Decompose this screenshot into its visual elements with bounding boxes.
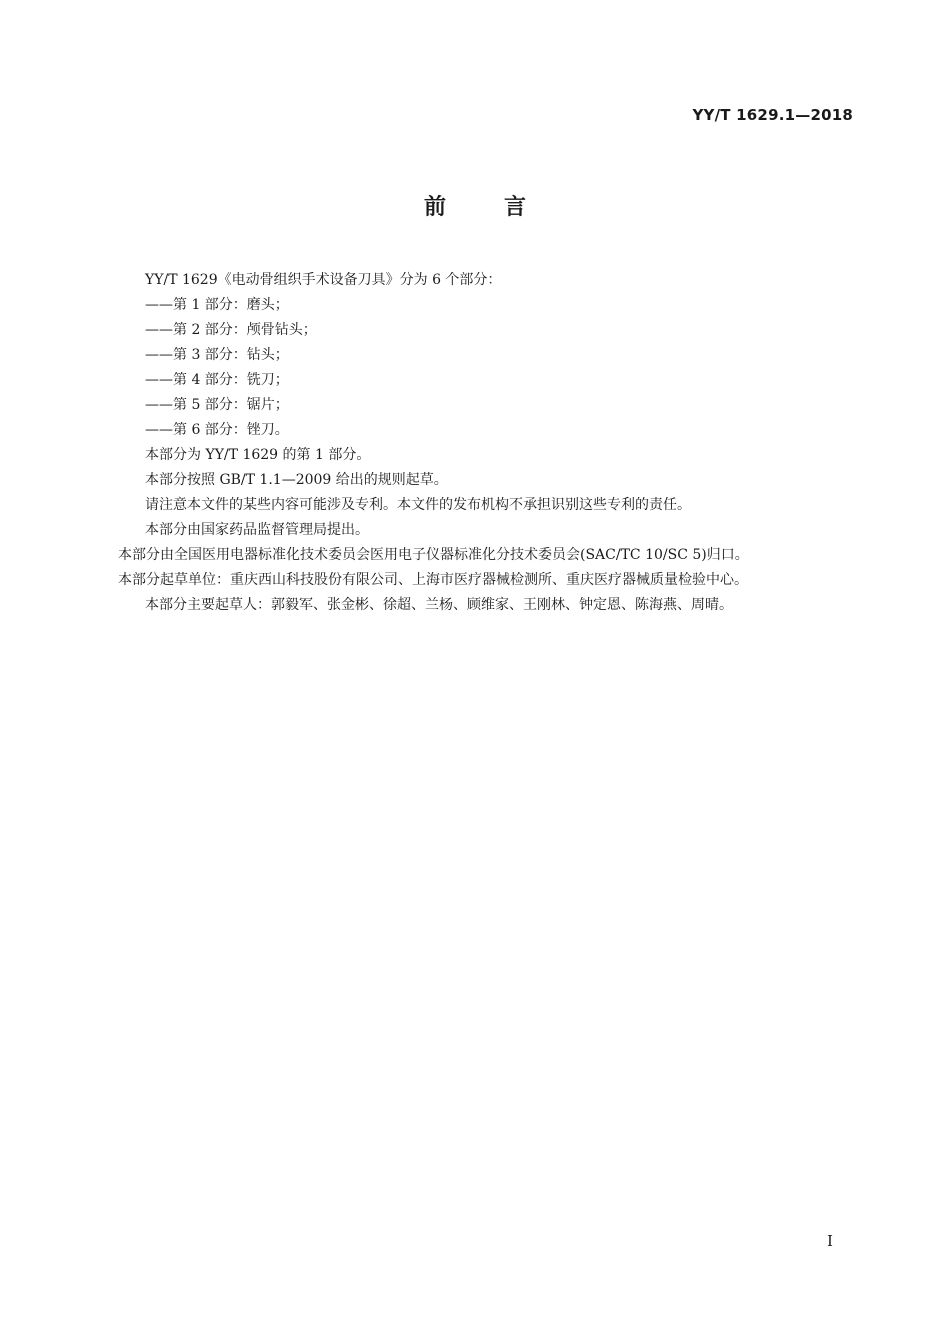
part-item: ——第 4 部分：铣刀；	[145, 372, 289, 388]
title-char-2: 言	[504, 195, 527, 220]
patent-notice: 请注意本文件的某些内容可能涉及专利。本文件的发布机构不承担识别这些专利的责任。	[145, 497, 691, 513]
paragraph: 本部分由全国医用电器标准化技术委员会医用电子仪器标准化分技术委员会(SAC/TC 10/SC 5)归口。	[118, 547, 749, 563]
standard-code: YY/T 1629.1—2018	[692, 106, 853, 124]
drafters: 本部分主要起草人：郭毅军、张金彬、徐超、兰杨、顾维家、王刚林、钟定恩、陈海燕、周晴。	[145, 597, 733, 613]
part-item: ——第 1 部分：磨头；	[145, 297, 289, 313]
intro-line: YY/T 1629《电动骨组织手术设备刀具》分为 6 个部分：	[145, 272, 502, 288]
part-item: ——第 6 部分：锉刀。	[145, 422, 289, 438]
part-item: ——第 5 部分：锯片；	[145, 397, 289, 413]
title-char-1: 前	[423, 195, 446, 220]
foreword-body	[118, 268, 864, 618]
page-title	[0, 190, 950, 221]
paragraph: 本部分由国家药品监督管理局提出。	[145, 522, 369, 538]
paragraph: 本部分按照 GB/T 1.1—2009 给出的规则起草。	[145, 472, 448, 488]
part-item: ——第 3 部分：钻头；	[145, 347, 289, 363]
page-number: I	[827, 1232, 833, 1250]
part-item: ——第 2 部分：颅骨钻头；	[145, 322, 317, 338]
drafting-units: 本部分起草单位：重庆西山科技股份有限公司、上海市医疗器械检测所、重庆医疗器械质量检验中心。	[118, 572, 748, 588]
paragraph: 本部分为 YY/T 1629 的第 1 部分。	[145, 447, 371, 463]
